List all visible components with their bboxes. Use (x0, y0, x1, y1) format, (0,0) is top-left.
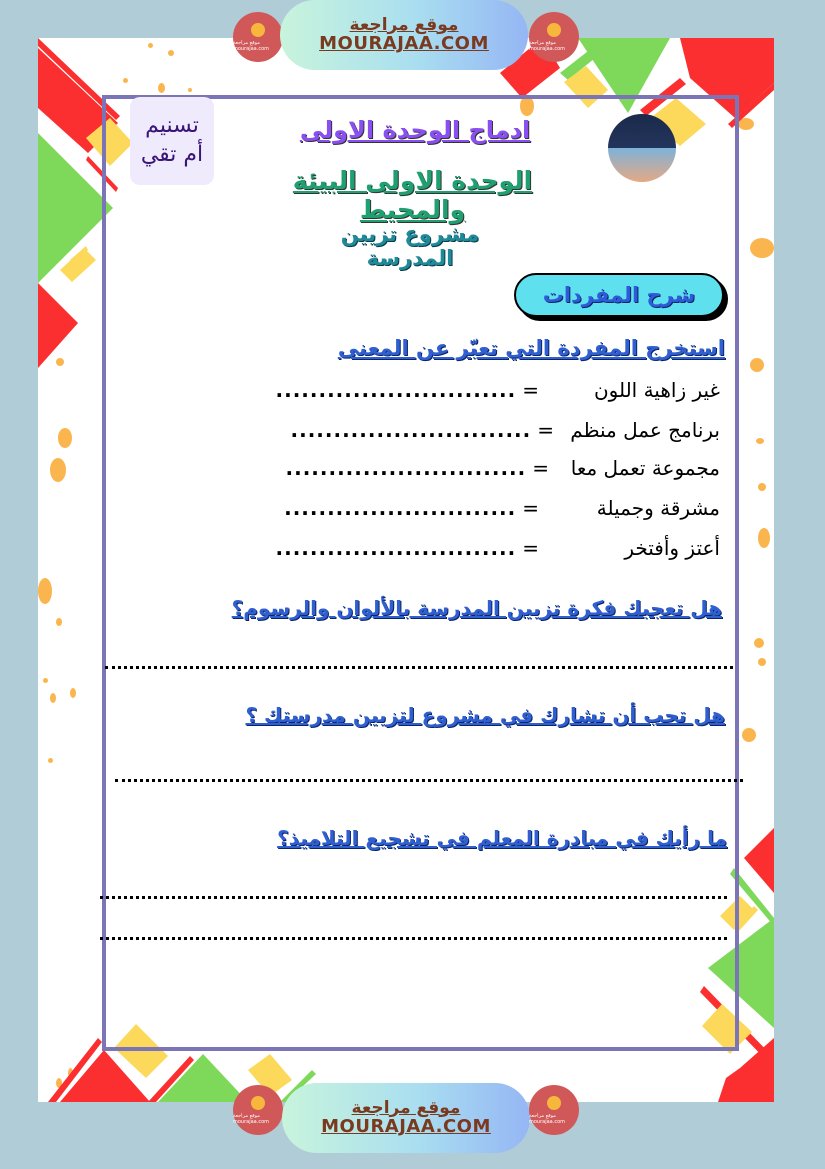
paint-dot (158, 83, 165, 93)
watermark-logo-right (529, 12, 579, 62)
question-3: ما رأيك في مبادرة المعلم في تشجيع التلاميذ؟ (277, 826, 727, 850)
equals-sign: = (522, 378, 539, 402)
paint-dot (756, 438, 764, 444)
watermark-logo-left-bottom (233, 1085, 283, 1135)
paint-dot (758, 658, 766, 666)
answer-blank[interactable]: ............................ (275, 536, 517, 560)
vocab-item (286, 456, 721, 480)
channel-avatar (608, 114, 676, 182)
author-name: تسنيم (145, 113, 199, 139)
vocab-term: أعتز وأفتخر (624, 536, 720, 560)
watermark-arabic: موقع مراجعة (351, 1097, 461, 1118)
logo-text: موقع مراجعة mourajaa.com (529, 1112, 566, 1125)
unit-title: الوحدة الاولى البيئة والمحيط (292, 166, 533, 224)
answer-blank[interactable]: ........................... (284, 496, 517, 520)
watermark-logo-left (233, 12, 283, 62)
answer-line-3b[interactable] (100, 937, 727, 940)
vocab-item (291, 418, 721, 442)
equals-sign: = (537, 418, 554, 442)
question-2: هل تحب أن تشارك في مشروع لتزيين مدرستك ؟ (245, 703, 725, 727)
paint-dot (50, 458, 66, 482)
vocab-term: برنامج عمل منظم (570, 418, 720, 442)
project-title: مشروع تزيين المدرسة (340, 222, 480, 270)
answer-line-2[interactable] (115, 779, 743, 782)
watermark-site-link[interactable]: MOURAJAA.COM (319, 33, 489, 55)
equals-sign: = (532, 456, 549, 480)
watermark-arabic: موقع مراجعة (349, 14, 459, 35)
author-subtitle: أم تقي (140, 142, 204, 167)
logo-sun-icon (547, 1096, 561, 1110)
vocab-term: مشرقة وجميلة (596, 496, 720, 520)
paint-dot (754, 638, 764, 648)
equals-sign: = (522, 536, 539, 560)
answer-line-3a[interactable] (100, 896, 727, 899)
paint-dot (742, 728, 756, 742)
vocab-term: مجموعة تعمل معا (570, 456, 720, 480)
watermark-logo-right-bottom (529, 1085, 579, 1135)
paint-dot (148, 43, 153, 48)
section-label-vocabulary: شرح المفردات (514, 273, 724, 317)
logo-text: موقع مراجعة mourajaa.com (233, 39, 270, 52)
logo-sun-icon (251, 1096, 265, 1110)
vocab-item (276, 378, 721, 402)
vocab-instruction: استخرج المفردة التي تعبّر عن المعنى (337, 336, 725, 360)
answer-line-1[interactable] (105, 666, 733, 669)
watermark-banner-top[interactable] (280, 0, 528, 70)
paint-dot (38, 578, 52, 604)
paint-dot (188, 88, 192, 92)
equals-sign: = (522, 496, 539, 520)
answer-blank[interactable]: ............................ (290, 418, 532, 442)
vocab-item (276, 536, 721, 560)
answer-blank[interactable]: ............................ (275, 378, 517, 402)
watermark-site-link[interactable]: MOURAJAA.COM (321, 1116, 491, 1138)
logo-sun-icon (251, 23, 265, 37)
paint-dot (758, 528, 770, 548)
author-badge (130, 97, 214, 185)
vocab-term: غير زاهية اللون (593, 378, 720, 402)
watermark-banner-bottom[interactable] (282, 1083, 530, 1153)
paint-dot (56, 618, 62, 626)
vocab-item (284, 496, 720, 520)
paint-dot (750, 358, 764, 372)
answer-blank[interactable]: ............................ (285, 456, 527, 480)
paint-dot (50, 693, 56, 703)
paint-dot (58, 428, 72, 448)
paint-dot (168, 50, 174, 56)
paint-dot (43, 678, 48, 683)
paint-dot (48, 758, 53, 763)
paint-dot (70, 688, 76, 698)
page-title: ادماج الوحدة الاولى (299, 116, 531, 144)
logo-text: موقع مراجعة mourajaa.com (233, 1112, 270, 1125)
logo-sun-icon (547, 23, 561, 37)
logo-text: موقع مراجعة mourajaa.com (529, 39, 566, 52)
paint-dot (758, 483, 766, 491)
question-1: هل تعجبك فكرة تزيين المدرسة بالألوان والرسوم؟ (231, 596, 722, 620)
